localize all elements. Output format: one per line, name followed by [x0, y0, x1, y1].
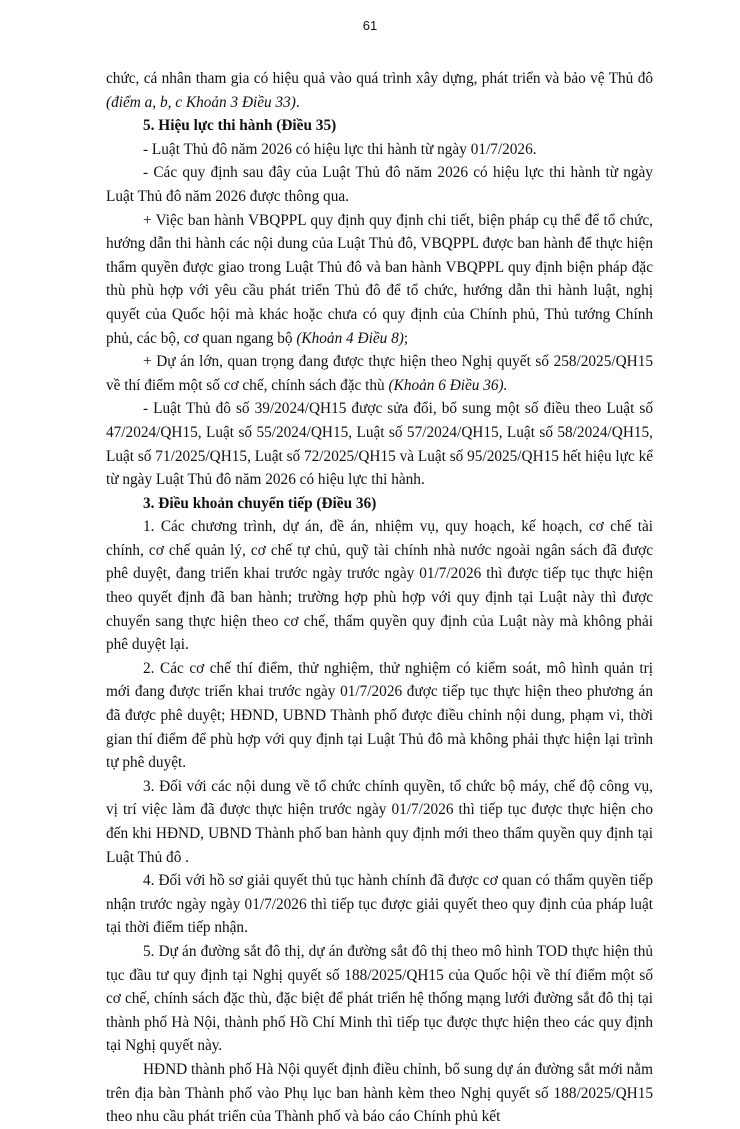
paragraph-p2 — [106, 161, 653, 208]
paragraph-p7 — [106, 657, 653, 775]
section-heading: 3. Điều khoản chuyển tiếp (Điều 36) — [143, 494, 377, 512]
paragraph-h3 — [106, 492, 653, 516]
text-run: HĐND thành phố Hà Nội quyết định điều chỉnh, bổ sung dự án đường sắt mới nằm trên địa bàn Thành phố vào Phụ lục ban hành kèm theo Nghị quyết số 188/2025/QH15 theo nhu cầu phát triển của Thành phố và báo cáo Chính phủ kết — [106, 1060, 653, 1126]
paragraph-p10 — [106, 940, 653, 1058]
section-heading: 5. Hiệu lực thi hành (Điều 35) — [143, 117, 337, 135]
paragraph-h5 — [106, 114, 653, 138]
text-run: + Dự án lớn, quan trọng đang được thực hiện theo Nghị quyết số 258/2025/QH15 về thí điểm một số cơ chế, chính sách đặc thù — [106, 353, 653, 394]
text-run: - Luật Thủ đô năm 2026 có hiệu lực thi hành từ ngày 01/7/2026. — [143, 140, 537, 158]
legal-citation: (Khoản 6 Điều 36). — [388, 376, 508, 394]
paragraph-p0 — [106, 67, 653, 114]
paragraph-p6 — [106, 515, 653, 657]
text-run: ; — [403, 329, 409, 347]
text-run: + Việc ban hành VBQPPL quy định quy định chi tiết, biện pháp cụ thể để tổ chức, hướng dẫn thi hành các nội dung của Luật Thủ đô, VBQPPL được ban hành để thực hiện thẩm quyền được giao trong Luật Thủ đô và ban hành VBQPPL quy định biện pháp đặc thù phù hợp với yêu cầu phát triển Thủ đô để tổ chức, hướng dẫn thi hành luật, nghị quyết của Quốc hội mà khác hoặc chưa có quy định của Chính phủ, Thủ tướng Chính phủ, các bộ, cơ quan ngang bộ — [106, 211, 653, 347]
paragraph-p5 — [106, 397, 653, 491]
paragraph-p1 — [106, 138, 653, 162]
paragraph-p8 — [106, 775, 653, 869]
paragraph-p9 — [106, 869, 653, 940]
text-run: chức, cá nhân tham gia có hiệu quả vào quá trình xây dựng, phát triển và bảo vệ Thủ đô — [106, 70, 653, 87]
document-body — [106, 67, 653, 1129]
text-run: . — [295, 93, 300, 111]
paragraph-p11 — [106, 1058, 653, 1129]
page-number: 61 — [362, 18, 378, 33]
text-run: - Luật Thủ đô số 39/2024/QH15 được sửa đổi, bổ sung một số điều theo Luật số 47/2024/QH15, Luật số 55/2024/QH15, Luật số 57/2024/QH15, Luật số 58/2024/QH15, Luật số 71/2025/QH15, Luật số 72/2025/QH15 và Luật số 95/2025/QH15 hết hiệu lực kể từ ngày Luật Thủ đô năm 2026 có hiệu lực thi hành. — [106, 400, 654, 489]
legal-citation: (Khoản 4 Điều 8) — [296, 329, 404, 347]
text-run: 5. Dự án đường sắt đô thị, dự án đường sắt đô thị theo mô hình TOD thực hiện thủ tục đầu tư quy định tại Nghị quyết số 188/2025/QH15 của Quốc hội về thí điểm một số cơ chế, chính sách đặc thù, đặc biệt để phát triển hệ thống mạng lưới đường sắt đô thị tại thành phố Hà Nội, thành phố Hồ Chí Minh thì tiếp tục được thực hiện theo các quy định tại Nghị quyết này. — [106, 942, 653, 1055]
text-run: 1. Các chương trình, dự án, đề án, nhiệm vụ, quy hoạch, kế hoạch, cơ chế tài chính, cơ chế quản lý, cơ chế tự chủ, quỹ tài chính nhà nước ngoài ngân sách đã được phê duyệt, đang triển khai trước ngày trước ngày 01/7/2026 thì được tiếp tục thực hiện theo quyết định đã ban hành; trường hợp phù hợp với quy định tại Luật này thì được chuyển sang thực hiện theo cơ chế, thẩm quyền quy định của Luật này mà không phải phê duyệt lại. — [106, 518, 653, 654]
text-run: 4. Đối với hồ sơ giải quyết thủ tục hành chính đã được cơ quan có thẩm quyền tiếp nhận trước ngày ngày 01/7/2026 thì tiếp tục được giải quyết theo quy định của pháp luật tại thời điểm tiếp nhận. — [106, 872, 653, 937]
paragraph-p4 — [106, 350, 653, 397]
legal-citation: (điểm a, b, c Khoản 3 Điều 33) — [106, 93, 296, 111]
paragraph-p3 — [106, 209, 653, 351]
text-run: 2. Các cơ chế thí điểm, thử nghiệm, thử nghiệm có kiểm soát, mô hình quản trị mới đang được triển khai trước ngày 01/7/2026 được tiếp tục thực hiện theo phương án đã được phê duyệt; HĐND, UBND Thành phố được điều chỉnh nội dung, phạm vi, thời gian thí điểm để phù hợp với quy định tại Luật Thủ đô mà không phải thực hiện lại trình tự phê duyệt. — [106, 659, 653, 772]
text-run: - Các quy định sau đây của Luật Thủ đô năm 2026 có hiệu lực thi hành từ ngày Luật Thủ đô năm 2026 được thông qua. — [106, 164, 653, 205]
text-run: 3. Đối với các nội dung về tổ chức chính quyền, tổ chức bộ máy, chế độ công vụ, vị trí việc làm đã được thực hiện trước ngày 01/7/2026 thì tiếp tục được thực hiện cho đến khi HĐND, UBND Thành phố ban hành quy định mới theo thẩm quyền quy định tại Luật Thủ đô . — [106, 777, 653, 866]
